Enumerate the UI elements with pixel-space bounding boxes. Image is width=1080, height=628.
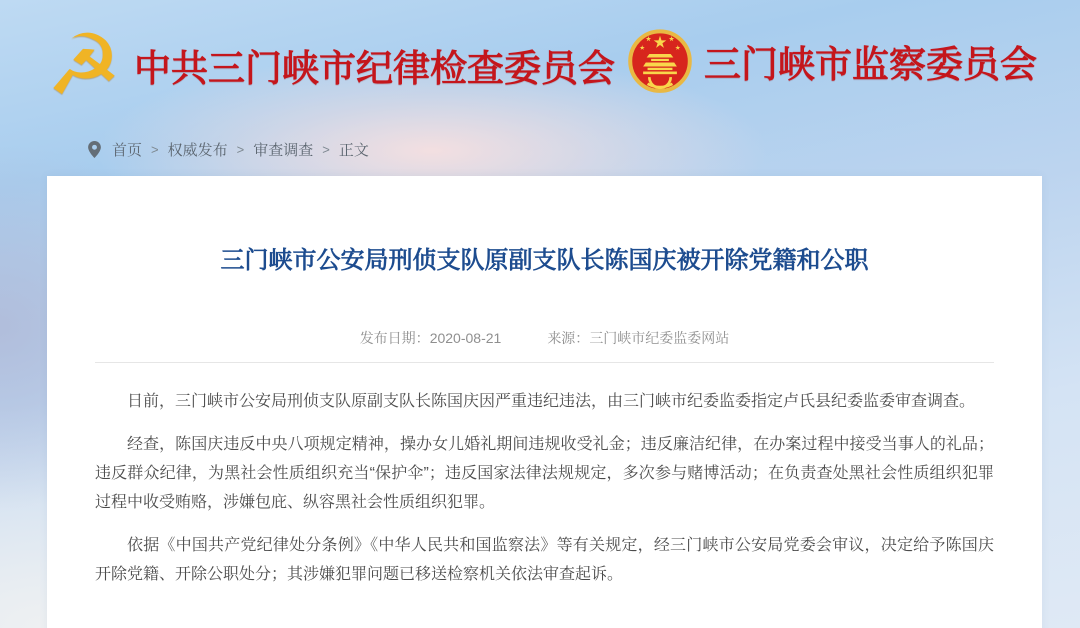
publish-date-label: 发布日期： (359, 330, 430, 346)
article-meta (47, 328, 1042, 348)
publish-date-value: 2020-08-21 (429, 330, 502, 346)
breadcrumb-home[interactable]: 首页 (112, 141, 143, 159)
org-title-discipline-commission: 中共三门峡市纪律检查委员会 (134, 49, 615, 90)
breadcrumb-separator: > (236, 141, 245, 157)
brand-supervisory-committee (628, 22, 1037, 100)
breadcrumb-authoritative-release[interactable]: 权威发布 (167, 141, 228, 159)
publish-date (360, 328, 502, 348)
article-paragraph: 依据《中国共产党纪律处分条例》《中华人民共和国监察法》等有关规定，经三门峡市公安局党委会审议，决定给予陈国庆开除党籍、开除公职处分；其涉嫌犯罪问题已移送检察机关依法审查起诉。 (95, 537, 994, 583)
breadcrumb-separator: > (151, 141, 159, 157)
location-pin-icon (88, 141, 101, 158)
breadcrumb-review-investigation[interactable]: 审查调查 (253, 141, 314, 159)
brand-discipline-commission (46, 16, 615, 114)
article-paragraph: 日前，三门峡市公安局刑侦支队原副支队长陈国庆因严重违纪违法，由三门峡市纪委监委指定卢氏县纪委监委审查调查。 (127, 393, 976, 410)
breadcrumb-separator: > (322, 141, 330, 157)
site-header (0, 0, 1080, 132)
article-body (47, 363, 1042, 628)
article-card (47, 176, 1042, 628)
national-emblem-icon (628, 24, 692, 100)
article-source (547, 328, 729, 348)
article-title: 三门峡市公安局刑侦支队原副支队长陈国庆被开除党籍和公职 (220, 247, 869, 274)
source-label: 来源： (547, 330, 590, 346)
breadcrumb (88, 137, 369, 161)
article-paragraph: 经查，陈国庆违反中央八项规定精神，操办女儿婚礼期间违规收受礼金；违反廉洁纪律，在办案过程中接受当事人的礼品；违反群众纪律，为黑社会性质组织充当“保护伞”；违反国家法律法规规定，多次参与赌博活动；在负责查处黑社会性质组织犯罪过程中收受贿赂，涉嫌包庇、纵容黑社会性质组织犯罪。 (95, 436, 994, 511)
breadcrumb-current-page: 正文 (338, 141, 369, 159)
party-emblem-icon: ☭ (46, 16, 122, 114)
source-value: 三门峡市纪委监委网站 (589, 330, 730, 346)
org-title-supervisory-committee: 三门峡市监察委员会 (704, 45, 1037, 86)
